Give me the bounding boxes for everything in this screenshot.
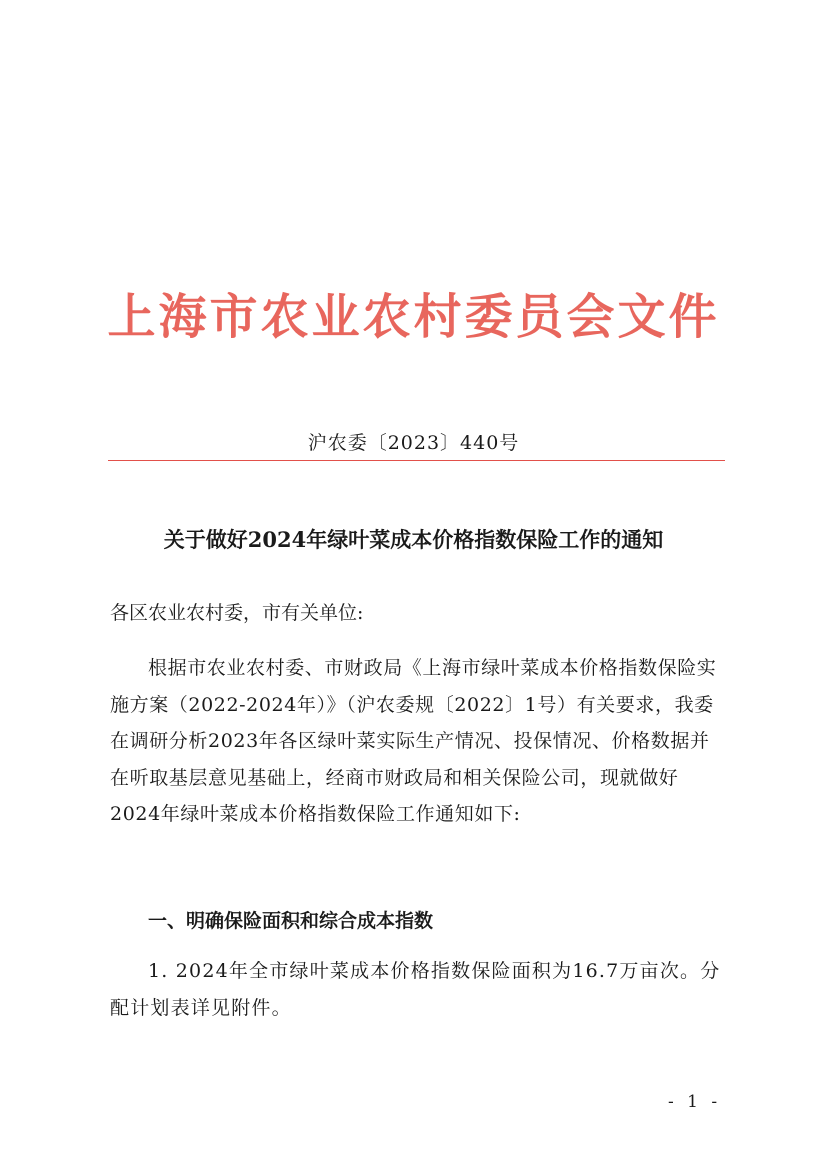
issuer-masthead: 上海市农业农村委员会文件 bbox=[107, 289, 720, 345]
section-1-item-1: 1. 2024年全市绿叶菜成本价格指数保险面积为16.7万亩次。分配计划表详见附件。 bbox=[110, 960, 721, 1019]
page-number: - 1 - bbox=[668, 1092, 722, 1112]
document-number: 沪农委〔2023〕440号 bbox=[307, 432, 520, 454]
body-paragraph-1: 根据市农业农村委、市财政局《上海市绿叶菜成本价格指数保险实施方案（2022-2024年）》（沪农委规〔2022〕1号）有关要求，我委在调研分析2023年各区绿叶菜实际生产情况、投保情况、价格数据并在听取基层意见基础上，经商市财政局和相关保险公司，现就做好2024年绿叶菜成本价格指数保险工作通知如下: bbox=[110, 657, 717, 825]
salutation: 各区农业农村委，市有关单位: bbox=[110, 602, 364, 624]
section-heading-1: 一、明确保险面积和综合成本指数 bbox=[148, 910, 434, 932]
document-title: 关于做好2024年绿叶菜成本价格指数保险工作的通知 bbox=[163, 527, 664, 552]
red-divider-line bbox=[108, 460, 725, 461]
